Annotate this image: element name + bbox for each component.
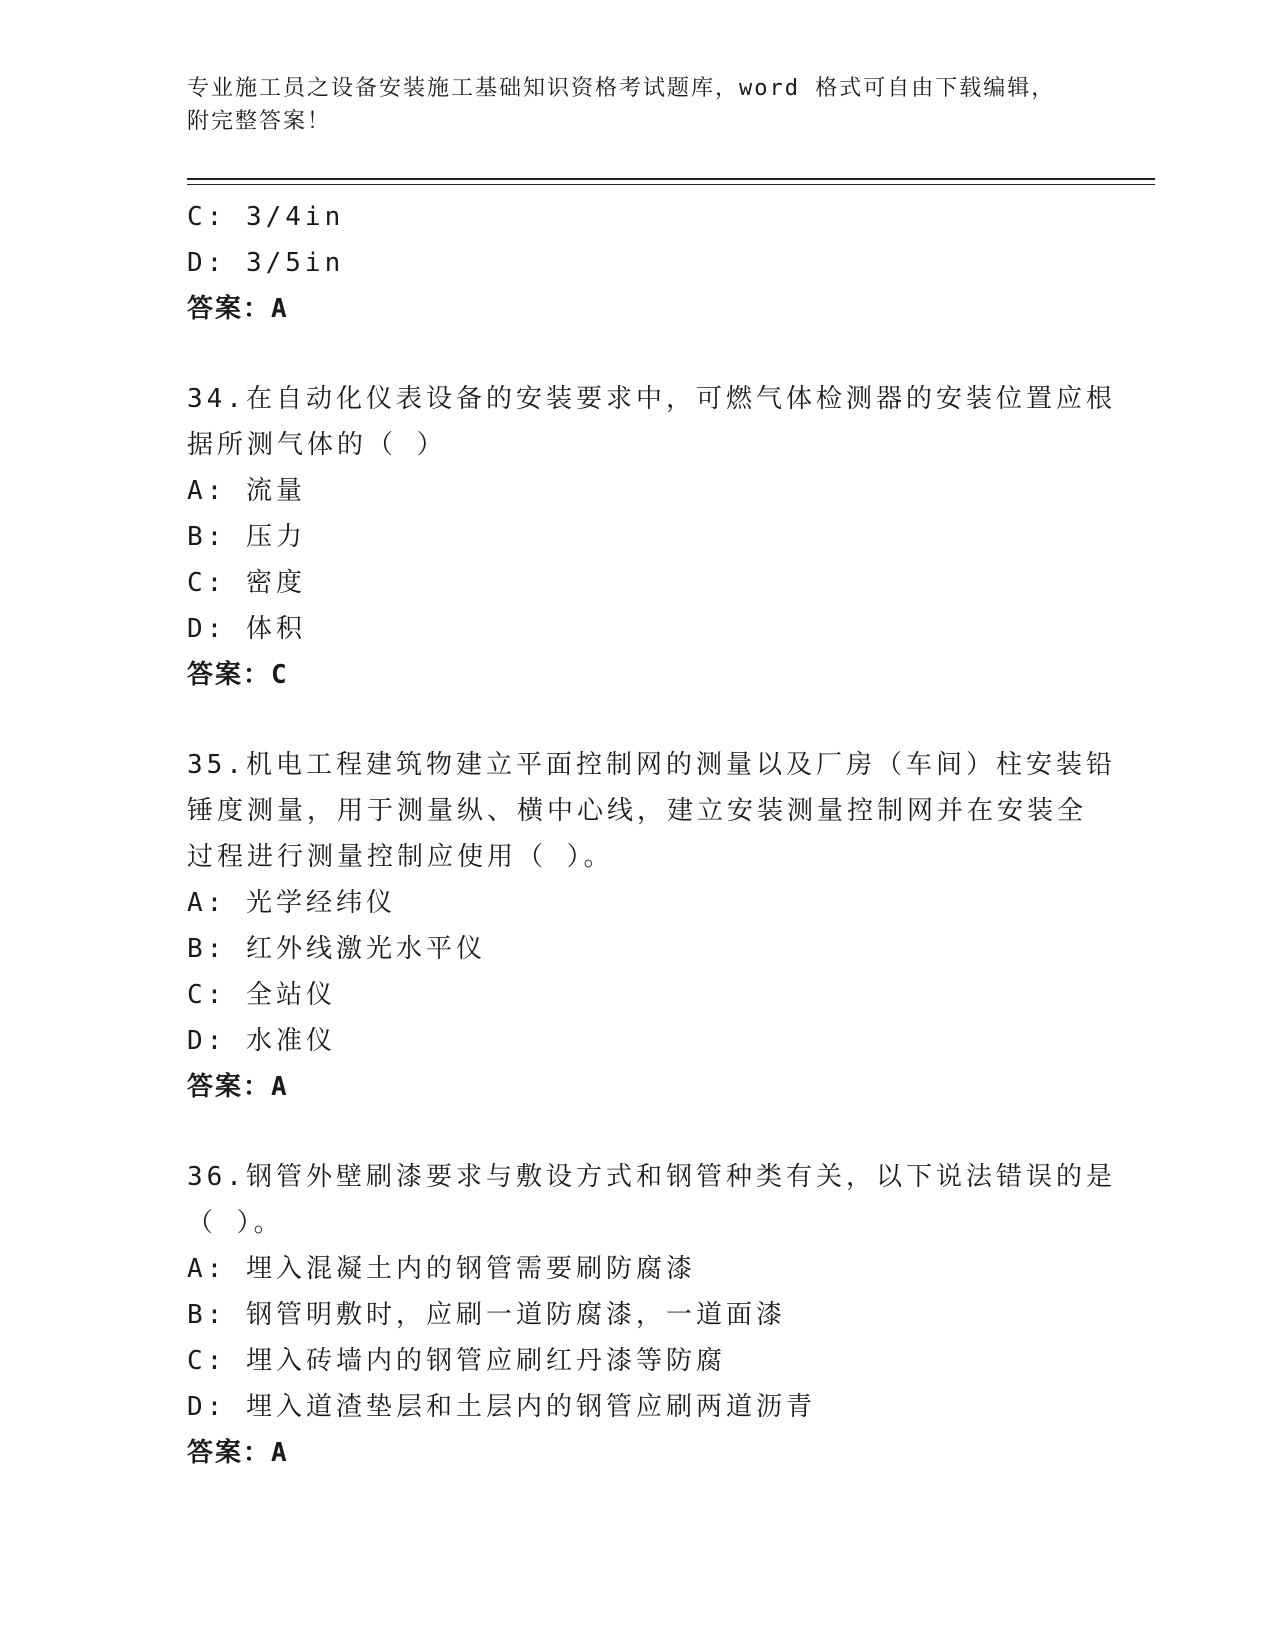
option-b: B: 红外线激光水平仪	[187, 934, 486, 964]
option-d: D: 水准仪	[187, 1026, 336, 1056]
question-36	[187, 1154, 1116, 1476]
question-stem-line: 35.机电工程建筑物建立平面控制网的测量以及厂房（车间）柱安装铅	[187, 750, 1116, 780]
answer: 答案：C	[187, 660, 289, 690]
question-stem-line: 据所测气体的（ ）	[187, 430, 447, 460]
answer: 答案：A	[187, 1072, 289, 1102]
question-stem-line: （ ）。	[187, 1208, 284, 1238]
option-d: D: 埋入道渣垫层和土层内的钢管应刷两道沥青	[187, 1392, 816, 1422]
option-a: A: 埋入混凝土内的钢管需要刷防腐漆	[187, 1254, 696, 1284]
option-a: A: 流量	[187, 476, 306, 506]
option-c: C: 埋入砖墙内的钢管应刷红丹漆等防腐	[187, 1346, 726, 1376]
answer: 答案：A	[187, 294, 289, 324]
option-d: D: 体积	[187, 614, 306, 644]
question-content	[187, 194, 1116, 1476]
question-34	[187, 376, 1116, 698]
question-stem-line: 36.钢管外壁刷漆要求与敷设方式和钢管种类有关，以下说法错误的是	[187, 1162, 1116, 1192]
previous-question-tail	[187, 194, 1087, 332]
answer: 答案：A	[187, 1438, 289, 1468]
document-header	[187, 72, 1087, 138]
header-rule-thin	[187, 184, 1155, 185]
option-c: C: 全站仪	[187, 980, 336, 1010]
option-c: C: 3/4in	[187, 202, 345, 232]
option-b: B: 压力	[187, 522, 306, 552]
header-line-1: 专业施工员之设备安装施工基础知识资格考试题库，word 格式可自由下载编辑，	[187, 76, 1056, 101]
question-stem-line: 锤度测量，用于测量纵、横中心线，建立安装测量控制网并在安装全	[187, 796, 1088, 826]
question-35	[187, 742, 1116, 1110]
option-a: A: 光学经纬仪	[187, 888, 396, 918]
question-stem-line: 过程进行测量控制应使用（ ）。	[187, 842, 614, 872]
header-rule-thick	[187, 178, 1155, 180]
option-b: B: 钢管明敷时，应刷一道防腐漆，一道面漆	[187, 1300, 786, 1330]
question-stem-line: 34.在自动化仪表设备的安装要求中，可燃气体检测器的安装位置应根	[187, 384, 1116, 414]
option-c: C: 密度	[187, 568, 306, 598]
option-d: D: 3/5in	[187, 248, 345, 278]
header-line-2: 附完整答案！	[187, 109, 332, 134]
